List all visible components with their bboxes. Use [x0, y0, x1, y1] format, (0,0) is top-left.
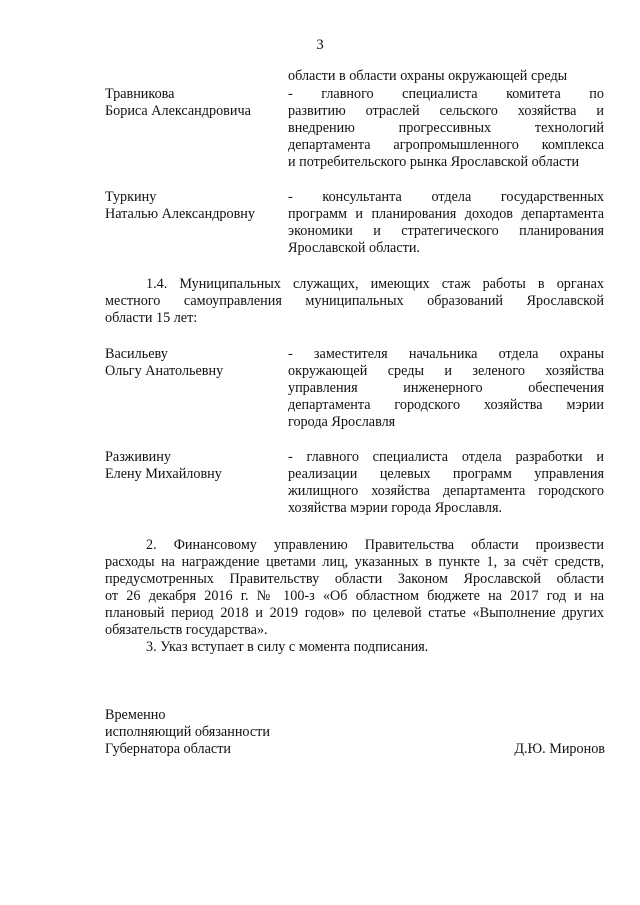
- person-surname: Васильеву: [105, 346, 168, 362]
- person-given-name: Наталью Александровну: [105, 206, 255, 222]
- position-line: развитию отраслей сельского хозяйства и: [288, 103, 604, 119]
- signatory-name: Д.Ю. Миронов: [514, 741, 605, 757]
- person-position: [288, 189, 604, 257]
- person-surname: Травникова: [105, 86, 175, 102]
- position-line: окружающей среды и зеленого хозяйства: [288, 363, 604, 379]
- person-name: [105, 449, 280, 483]
- position-line: управления инженерного обеспечения: [288, 380, 604, 396]
- person-given-name: Елену Михайловну: [105, 466, 222, 482]
- position-line: хозяйства мэрии города Ярославля.: [288, 500, 503, 516]
- paragraph-line: плановый период 2018 и 2019 годов» по целевой статье «Выполнение других: [105, 605, 604, 621]
- position-line: и потребительского рынка Ярославской области: [288, 154, 580, 170]
- signature-position-line: Губернатора области: [105, 741, 231, 757]
- page-number: 3: [316, 37, 324, 53]
- person-name: [105, 346, 280, 380]
- person-position: [288, 449, 604, 517]
- position-line: - консультанта отдела государственных: [288, 189, 604, 205]
- paragraph-line: местного самоуправления муниципальных образований Ярославской: [105, 293, 604, 309]
- position-line: жилищного хозяйства департамента городского: [288, 483, 604, 499]
- person-name: [105, 189, 280, 223]
- person-name: [105, 86, 280, 120]
- position-line: программ и планирования доходов департамента: [288, 206, 604, 222]
- position-line: - главного специалиста отдела разработки и: [288, 449, 604, 465]
- person-given-name: Бориса Александровича: [105, 103, 251, 119]
- paragraph-line: расходы на награждение цветами лиц, указанных в пункте 1, за счёт средств,: [105, 554, 604, 570]
- section-2: [105, 537, 604, 639]
- position-line: экономики и стратегического планирования: [288, 223, 604, 239]
- position-line: - главного специалиста комитета по: [288, 86, 604, 102]
- signature-position-line: Временно: [105, 707, 166, 723]
- paragraph-line: области 15 лет:: [105, 310, 198, 326]
- carry-over-text: [288, 68, 604, 85]
- section-3: [105, 639, 604, 656]
- paragraph-line: от 26 декабря 2016 г. № 100-з «Об областном бюджете на 2017 год и на: [105, 588, 604, 604]
- person-position: [288, 346, 604, 431]
- position-line: реализации целевых программ управления: [288, 466, 604, 482]
- paragraph-line: 2. Финансовому управлению Правительства области произвести: [146, 537, 604, 553]
- person-surname: Разживину: [105, 449, 171, 465]
- position-line: Ярославской области.: [288, 240, 420, 256]
- carry-over-line: области в области охраны окружающей среды: [288, 68, 568, 84]
- signature-position: [105, 707, 270, 758]
- person-position: [288, 86, 604, 171]
- position-line: города Ярославля: [288, 414, 396, 430]
- position-line: внедрению прогрессивных технологий: [288, 120, 604, 136]
- signature-position-line: исполняющий обязанности: [105, 724, 270, 740]
- paragraph-line: 1.4. Муниципальных служащих, имеющих стаж работы в органах: [146, 276, 604, 292]
- paragraph-line: обязательств государства».: [105, 622, 268, 638]
- position-line: - заместителя начальника отдела охраны: [288, 346, 604, 362]
- paragraph-line: 3. Указ вступает в силу с момента подписания.: [146, 639, 429, 655]
- person-surname: Туркину: [105, 189, 157, 205]
- person-given-name: Ольгу Анатольевну: [105, 363, 224, 379]
- section-1-4: [105, 276, 604, 327]
- position-line: департамента городского хозяйства мэрии: [288, 397, 604, 413]
- position-line: департамента агропромышленного комплекса: [288, 137, 604, 153]
- paragraph-line: предусмотренных Правительству области Законом Ярославской области: [105, 571, 604, 587]
